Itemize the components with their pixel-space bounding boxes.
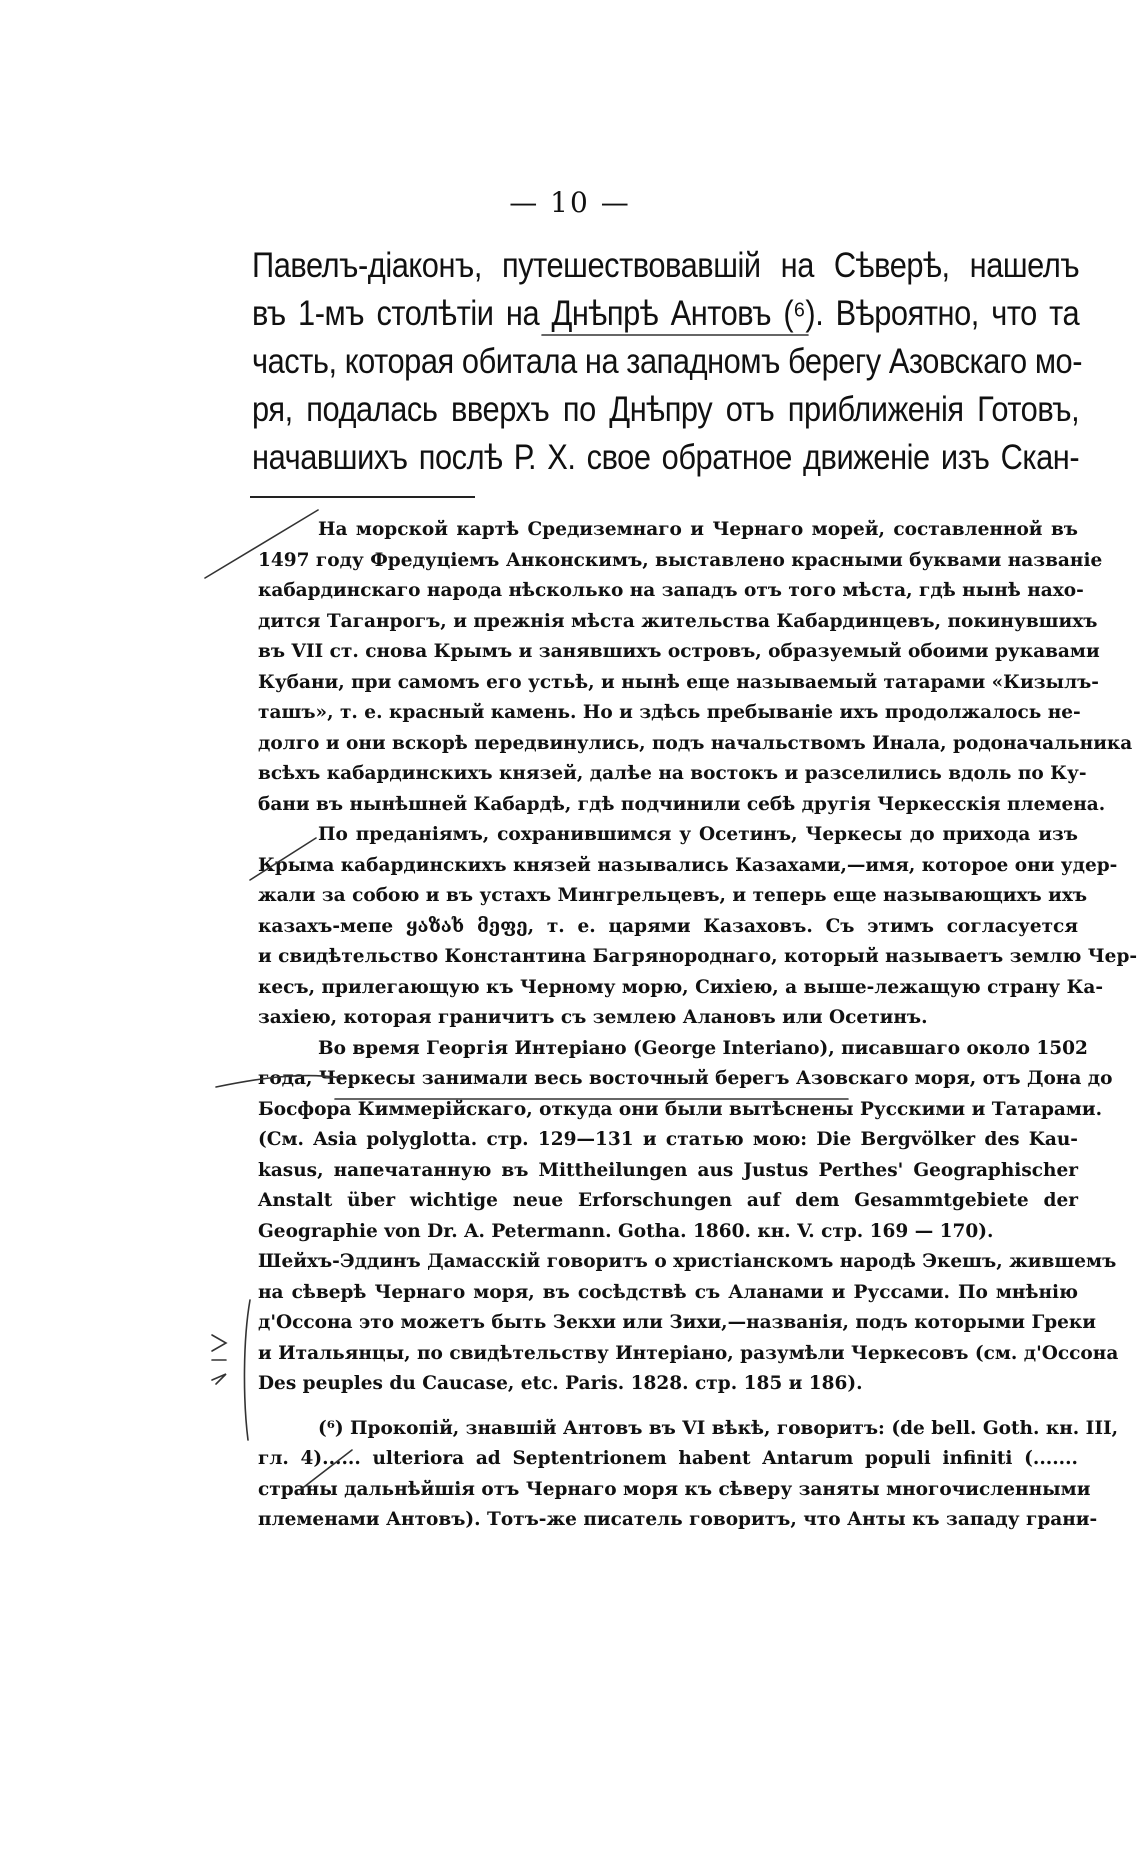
footnote-line: страны дальнѣйшія отъ Чернаго моря къ сѣверу заняты многочисленными	[258, 1478, 1091, 1500]
main-line: Павелъ-діаконъ, путешествовавшій на Сѣверѣ, нашелъ	[252, 246, 1080, 285]
footnote-line: захіею, которая граничитъ съ землею Алановъ или Осетинъ.	[258, 1007, 928, 1028]
footnote-line: казахъ-мепе ყაზახ მეფე, т. е. царями Казаховъ. Съ этимъ согласуется	[258, 915, 1078, 937]
footnote-line: kasus, напечатанную въ Mittheilungen aus Justus Perthes' Geographischer	[258, 1159, 1078, 1181]
main-line: часть, которая обитала на западномъ берегу Азовскаго мо-	[252, 342, 1083, 381]
footnote-line: племенами Антовъ). Тотъ-же писатель говоритъ, что Анты къ западу грани-	[258, 1509, 1098, 1530]
footnote-line: кесъ, прилегающую къ Черному морю, Сихіею, а выше-лежащую страну Ка-	[258, 976, 1104, 998]
footnote-line: Geographie von Dr. A. Petermann. Gotha. 1860. кн. V. стр. 169 — 170).	[258, 1220, 994, 1242]
footnote-interiano	[258, 1034, 1113, 1248]
footnote-line: на сѣверѣ Чернаго моря, въ сосѣдствѣ съ Аланами и Руссами. По мнѣнію	[258, 1281, 1078, 1303]
footnote-sheikh-eddin	[258, 1247, 1119, 1400]
main-line: ря, подалась вверхъ по Днѣпру отъ приближенія Готовъ,	[252, 390, 1080, 429]
pencil-scribble-mark	[212, 1335, 226, 1384]
footnote-line: Шейхъ-Эддинъ Дамасскій говоритъ о христіанскомъ народѣ Экешъ, жившемъ	[258, 1251, 1117, 1272]
footnote-line: и Итальянцы, по свидѣтельству Интеріано, разумѣли Черкесовъ (см. д'Оссона	[258, 1342, 1119, 1364]
footnote-line: дится Таганрогъ, и прежнія мѣста жительства Кабардинцевъ, покинувшихъ	[258, 610, 1098, 632]
main-text	[252, 242, 1083, 482]
footnote-line: Anstalt über wichtige neue Erforschungen auf dem Gesammtgebiete der	[258, 1190, 1078, 1211]
footnote-line: д'Оссона это можетъ быть Зекхи или Зихи,—названія, подъ которыми Греки	[258, 1312, 1097, 1333]
footnote-line: и свидѣтельство Константина Багрянороднаго, который называетъ землю Чер-	[258, 946, 1138, 967]
footnote-line: По преданіямъ, сохранившимся у Осетинъ, Черкесы до прихода изъ	[318, 824, 1078, 845]
footnote-line: ташъ», т. е. красный камень. Но и здѣсь пребываніе ихъ продолжалось не-	[258, 702, 1081, 723]
footnote-line: (См. Asia polyglotta. стр. 129—131 и статью мою: Die Bergvölker des Kau-	[258, 1129, 1078, 1150]
footnote-line: Босфора Киммерійскаго, откуда они были вытѣснены Русскими и Татарами.	[258, 1098, 1103, 1120]
footnote-kabardians	[258, 515, 1133, 820]
footnote-line: долго и они вскорѣ передвинулись, подъ начальствомъ Инала, родоначальника	[258, 732, 1133, 754]
main-line: въ 1-мъ столѣтіи на Днѣпрѣ Антовъ (⁶). Вѣроятно, что та	[252, 294, 1080, 333]
footnote-line: Крыма кабардинскихъ князей назывались Казахами,—имя, которое они удер-	[258, 854, 1118, 876]
footnotes	[258, 515, 1138, 1536]
footnote-line: въ VII ст. снова Крымъ и занявшихъ островъ, образуемый обоими рукавами	[258, 641, 1100, 662]
footnote-line: гл. 4)...... ulteriora ad Septentrionem habent Antarum populi infiniti (.......	[258, 1448, 1078, 1469]
footnote-line: года, Черкесы занимали весь восточный берегъ Азовскаго моря, отъ Дона до	[258, 1068, 1113, 1089]
pencil-bracket-mark	[244, 1300, 250, 1440]
footnote-gap	[258, 1400, 1078, 1414]
footnote-line: всѣхъ кабардинскихъ князей, далѣе на востокъ и разселились вдоль по Ку-	[258, 763, 1087, 784]
footnote-separator	[250, 496, 475, 498]
footnote-line: Des peuples du Caucase, etc. Paris. 1828. стр. 185 и 186).	[258, 1373, 863, 1394]
footnote-procopius	[258, 1414, 1119, 1536]
footnote-line: кабардинскаго народа нѣсколько на западъ отъ того мѣста, гдѣ нынѣ нахо-	[258, 580, 1084, 601]
page-number: — 10 —	[509, 186, 631, 219]
footnote-line: Во время Георгія Интеріано (George Interiano), писавшаго около 1502	[318, 1037, 1088, 1059]
footnote-line: 1497 году Фредуціемъ Анконскимъ, выставлено красными буквами названіе	[258, 549, 1103, 571]
footnote-line: (⁶) Прокопій, знавшій Антовъ въ VI вѣкѣ, говоритъ: (de bell. Goth. кн. III,	[318, 1417, 1119, 1439]
main-line: начавшихъ послѣ Р. Х. свое обратное движеніе изъ Скан-	[252, 438, 1080, 477]
footnote-line: бани въ нынѣшней Кабардѣ, гдѣ подчинили себѣ другія Черкесскія племена.	[258, 793, 1106, 815]
footnote-line: На морской картѣ Средиземнаго и Чернаго морей, составленной въ	[318, 519, 1078, 540]
footnote-line: Кубани, при самомъ его устьѣ, и нынѣ еще называемый татарами «Кизылъ-	[258, 671, 1099, 693]
footnote-line: жали за собою и въ устахъ Мингрельцевъ, и теперь еще называющихъ ихъ	[258, 885, 1088, 906]
footnote-ossetian-tradition	[258, 820, 1138, 1034]
